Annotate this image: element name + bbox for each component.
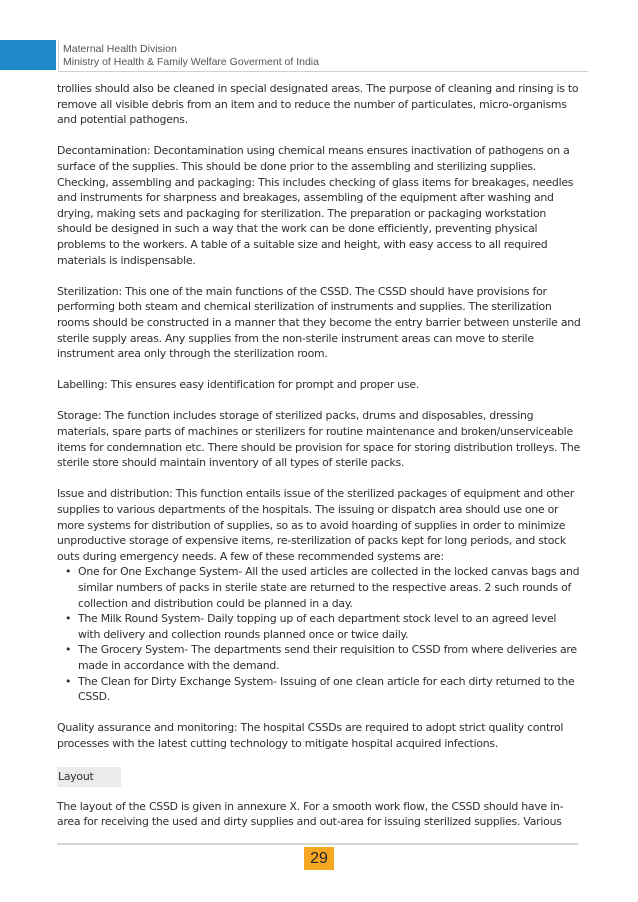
top-margin	[0, 0, 638, 40]
distribution-systems-list	[57, 564, 581, 704]
list-item	[65, 642, 581, 673]
paragraph-issue-distribution: Issue and distribution: This function entails issue of the sterilized packages of equipment and other supplies to various departments of the hospitals. The issuing or dispatch area should use one or more systems for distribution of supplies, so as to avoid hoarding of supplies in order to minimize unproductive storage of expensive items, re-sterilization of packs kept for long periods, and stock outs during emergency needs. A few of these recommended systems are:	[57, 487, 575, 563]
bullet-icon: •	[65, 643, 72, 657]
paragraph-sterilization: Sterilization: This one of the main functions of the CSSD. The CSSD should have provisions for performing both steam and chemical sterilization of instruments and supplies. The sterilization rooms should be constructed in a manner that they become the entry barrier between unsterile and sterile supply areas. Any supplies from the non-sterile instrument areas can move to sterile instrument area only through the sterilization room.	[57, 284, 581, 361]
paragraph-storage: Storage: The function includes storage of sterilized packs, drums and disposables, dressing materials, spare parts of machines or sterilizers for routine maintenance and broken/unserviceable items for condemnation etc. There should be provision for space for storing distribution trolleys. The sterile store should maintain inventory of all types of sterile packs.	[57, 409, 580, 470]
paragraph-quality-assurance: Quality assurance and monitoring: The hospital CSSDs are required to adopt strict quality control processes with the latest cutting technology to mitigate hospital acquired infections.	[57, 721, 564, 750]
bullet-icon: •	[65, 674, 72, 688]
paragraph-labelling: Labelling: This ensures easy identification for prompt and proper use.	[57, 378, 420, 392]
paragraph-cleaning: trollies should also be cleaned in special designated areas. The purpose of cleaning and rinsing is to remove all visible debris from an item and to reduce the number of particulates, micro-organisms and potential pathogens.	[57, 82, 579, 127]
bullet-icon: •	[65, 565, 72, 579]
page-body	[57, 81, 581, 830]
header-ministry: Ministry of Health & Family Welfare Goverment of India	[63, 56, 319, 68]
list-item	[65, 674, 581, 705]
list-item-text: One for One Exchange System- All the used articles are collected in the locked canvas bags and similar numbers of packs in sterile state are returned to the respective areas. 2 such rounds of collection and distribution could be planned in a day.	[78, 565, 580, 610]
list-item	[65, 611, 581, 642]
header-divider	[58, 71, 588, 72]
section-heading-layout: Layout	[57, 767, 121, 787]
page-number: 29	[304, 847, 334, 870]
running-header	[58, 40, 589, 70]
paragraph-decontamination: Decontamination: Decontamination using chemical means ensures inactivation of pathogens on a surface of the supplies. This should be done prior to the assembling and sterilizing supplies. Checking, assembling and packaging: This includes checking of glass items for breakages, needles and instruments for sharpness and breakages, assembling of the equipment after washing and drying, making sets and packaging for sterilization. The preparation or packaging workstation should be designed in such a way that the work can be done efficiently, preventing physical problems to the workers. A table of a suitable size and height, with easy access to all required materials is indispensable.	[57, 144, 574, 267]
bullet-icon: •	[65, 612, 72, 626]
list-item-text: The Grocery System- The departments send their requisition to CSSD from where deliveries are made in accordance with the demand.	[78, 643, 577, 672]
footer-divider	[57, 843, 578, 845]
header-accent-bar	[0, 40, 56, 70]
list-item-text: The Milk Round System- Daily topping up of each department stock level to an agreed level with delivery and collection rounds planned once or twice daily.	[78, 612, 557, 641]
paragraph-layout: The layout of the CSSD is given in annexure X. For a smooth work flow, the CSSD should have in-area for receiving the used and dirty supplies and out-area for issuing sterilized supplies. Various	[57, 799, 564, 829]
list-item	[65, 564, 581, 611]
header-division: Maternal Health Division	[63, 43, 177, 55]
list-item-text: The Clean for Dirty Exchange System- Issuing of one clean article for each dirty returned to the CSSD.	[78, 674, 575, 704]
